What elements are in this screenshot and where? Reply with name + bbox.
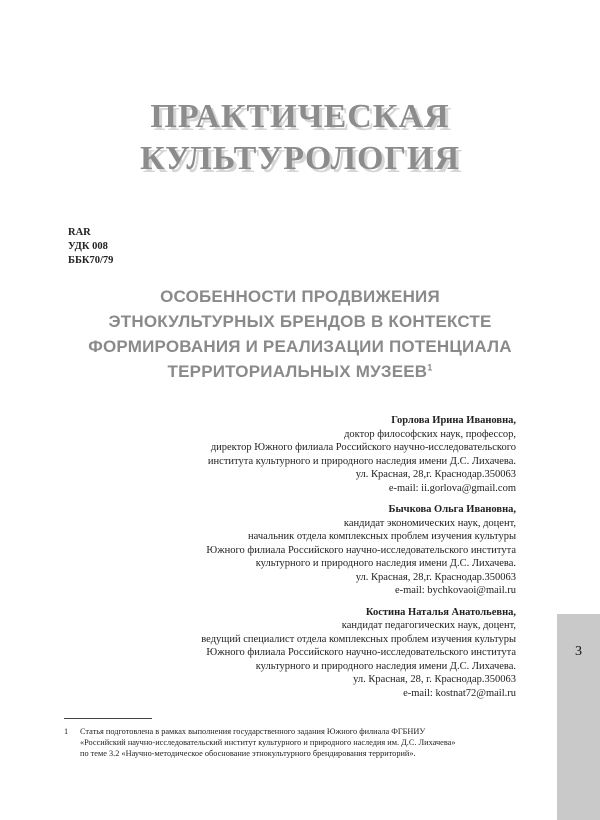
author-name: Бычкова Ольга Ивановна, <box>388 504 516 515</box>
author-address: ул. Красная, 28,г. Краснодар.350063 <box>355 469 516 480</box>
author-email[interactable]: e-mail: bychkovaoi@mail.ru <box>394 585 516 596</box>
author-degree: доктор философских наук, профессор, <box>344 428 516 440</box>
footnote-divider <box>64 718 152 719</box>
udk-code: УДК 008 <box>68 241 108 252</box>
article-title <box>20 284 580 384</box>
author-affiliation: культурного и природного наследия имени Д.С. Лихачева. <box>255 660 516 672</box>
author-affiliation: института культурного и природного наследия имени Д.С. Лихачева. <box>207 455 516 467</box>
footnote-line: по теме 3.2 «Научно-методическое обоснование этнокультурного брендирования территорий». <box>80 749 416 758</box>
section-rubric <box>0 96 600 180</box>
author-name: Горлова Ирина Ивановна, <box>391 415 516 426</box>
authors-block <box>56 414 516 708</box>
author-position: начальник отдела комплексных проблем изучения культуры <box>248 531 516 542</box>
author-affiliation: Южного филиала Российского научно-исследовательского института <box>206 647 516 658</box>
page-number: 3 <box>575 644 582 659</box>
author-email[interactable]: e-mail: ii.gorlova@gmail.com <box>388 482 516 494</box>
footnote <box>64 726 514 759</box>
author-position: ведущий специалист отдела комплексных проблем изучения культуры <box>201 633 516 645</box>
footnote-reference[interactable]: 1 <box>427 362 433 373</box>
classification-codes <box>68 226 113 268</box>
bbk-code: ББК70/79 <box>68 255 114 266</box>
author-email[interactable]: e-mail: kostnat72@mail.ru <box>403 687 516 699</box>
title-line: ФОРМИРОВАНИЯ И РЕАЛИЗАЦИИ ПОТЕНЦИАЛА <box>88 337 512 356</box>
author-card <box>56 414 516 495</box>
author-affiliation: Южного филиала Российского научно-исследовательского института <box>206 544 516 556</box>
author-affiliation: культурного и природного наследия имени Д.С. Лихачева. <box>255 558 516 569</box>
footnote-line: «Российский научно-исследовательский институт культурного и природного наследия им. Д.С. Лихачева» <box>80 738 456 747</box>
author-degree: кандидат экономических наук, доцент, <box>343 517 516 529</box>
rar-code: RAR <box>68 227 91 238</box>
rubric-line-2: КУЛЬТУРОЛОГИЯ <box>139 140 461 177</box>
title-line: ОСОБЕННОСТИ ПРОДВИЖЕНИЯ <box>160 287 440 306</box>
author-address: ул. Красная, 28, г. Краснодар.350063 <box>353 674 516 685</box>
author-card <box>56 606 516 701</box>
page-number-tab <box>557 614 600 820</box>
footnote-text <box>80 726 514 759</box>
title-line: ЭТНОКУЛЬТУРНЫХ БРЕНДОВ В КОНТЕКСТЕ <box>108 312 492 331</box>
author-name: Костина Наталья Анатольевна, <box>365 606 516 618</box>
author-position: директор Южного филиала Российского научно-исследовательского <box>210 442 516 453</box>
author-card <box>56 503 516 598</box>
author-degree: кандидат педагогических наук, доцент, <box>341 620 516 631</box>
author-address: ул. Красная, 28,г. Краснодар.350063 <box>355 571 516 583</box>
footnote-line: Статья подготовлена в рамках выполнения государственного задания Южного филиала ФГБНИУ <box>80 727 426 736</box>
rubric-line-1: ПРАКТИЧЕСКАЯ <box>150 98 450 135</box>
footnote-number: 1 <box>64 727 69 736</box>
title-line <box>20 359 580 384</box>
title-line-text: ТЕРРИТОРИАЛЬНЫХ МУЗЕЕВ <box>167 362 428 381</box>
